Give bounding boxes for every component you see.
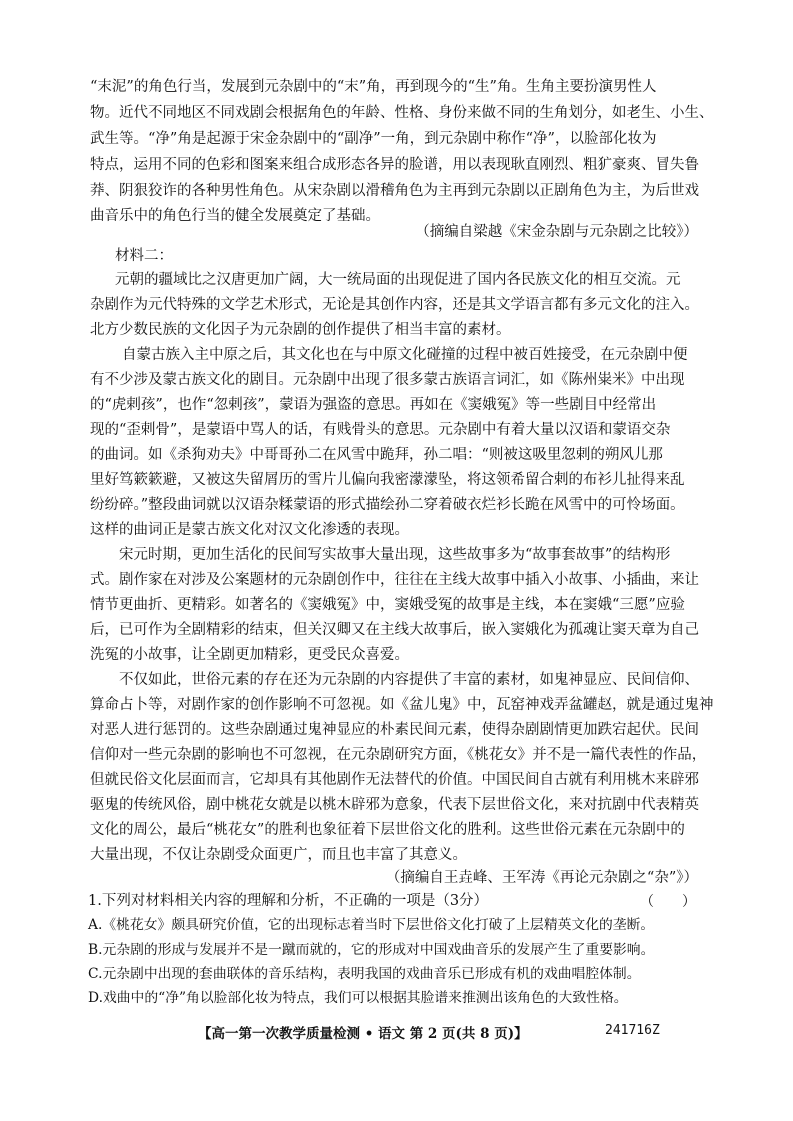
- material2-line: 式。剧作家在对涉及公案题材的元杂剧创作中，往往在主线大故事中插入小故事、小插曲，来让: [90, 572, 699, 588]
- page-footer: 【高一第一次教学质量检测 • 语文 第 2 页(共 8 页)】: [198, 1026, 528, 1042]
- material2-line: 但就民俗文化层面而言，它却具有其他剧作无法替代的价值。中国民间自古就有利用桃木来辟邪: [90, 772, 699, 788]
- material2-line: 不仅如此，世俗元素的存在还为元杂剧的内容提供了丰富的素材，如鬼神显应、民间信仰、: [119, 672, 699, 688]
- exam-code: 241716Z: [605, 1023, 660, 1038]
- material2-line: 里好笃簌簌避，又被这失留屑历的雪片儿偏向我密濛濛坠，将这领希留合剌的布衫儿扯得来乱: [90, 472, 685, 488]
- material2-line: 的“虎剌孩”，也作“忽剌孩”，蒙语为强盗的意思。再如在《窦娥冤》等一些剧目中经常出: [90, 397, 657, 413]
- material1-line: 特点，运用不同的色彩和图案来组合成形态各异的脸谱，用以表现耿直刚烈、粗犷豪爽、冒失鲁: [90, 157, 699, 173]
- material2-line: 驱鬼的传统风俗，剧中桃花女就是以桃木辟邪为意象，代表下层世俗文化，来对抗剧中代表精英: [90, 797, 699, 813]
- option-d: D.戏曲中的“净”角以脸部化妆为特点，我们可以根据其脸谱来推测出该角色的大致性格。: [88, 990, 628, 1006]
- material2-line: 信仰对一些元杂剧的影响也不可忽视，在元杂剧研究方面，《桃花女》并不是一篇代表性的作品，: [90, 747, 707, 763]
- material2-line: 北方少数民族的文化因子为元杂剧的创作提供了相当丰富的素材。: [90, 322, 511, 338]
- material2-line: 元朝的疆域比之汉唐更加广阔，大一统局面的出现促进了国内各民族文化的相互交流。元: [115, 272, 681, 288]
- material2-line: 这样的曲词正是蒙古族文化对汉文化渗透的表现。: [90, 522, 409, 538]
- material2-line: 算命占卜等，对剧作家的创作影响不可忽视。如《盆儿鬼》中，瓦窑神戏弄盆罐赵，就是通过鬼神: [90, 697, 714, 713]
- material2-line: 现的“歪剌骨”，是蒙语中骂人的话，有贱骨头的意思。元杂剧中有着大量以汉语和蒙语交杂: [90, 422, 671, 438]
- material1-line: 莽、阴狠狡诈的各种男性角色。从宋杂剧以滑稽角色为主再到元杂剧以正剧角色为主，为后世戏: [90, 183, 699, 199]
- material2-line: 自蒙古族入主中原之后，其文化也在与中原文化碰撞的过程中被百姓接受，在元杂剧中便: [122, 347, 688, 363]
- material2-line: 宋元时期，更加生活化的民间写实故事大量出现，这些故事多为“故事套故事”的结构形: [119, 547, 671, 563]
- material2-heading: 材料二：: [115, 248, 173, 264]
- material1-line: 物。近代不同地区不同戏剧会根据角色的年龄、性格、身份来做不同的生角划分，如老生、小生、: [90, 105, 714, 121]
- material1-line: “末泥”的角色行当，发展到元杂剧中的“末”角，再到现今的“生”角。生角主要扮演男性人: [90, 79, 657, 95]
- material2-line: 后，已可作为全剧精彩的结束，但关汉卿又在主线大故事后，嵌入窦娥化为孤魂让窦天章为自己: [90, 622, 699, 638]
- material1-line: 曲音乐中的角色行当的健全发展奠定了基础。: [90, 208, 380, 224]
- option-a: A.《桃花女》颇具研究价值，它的出现标志着当时下层世俗文化打破了上层精英文化的垄断。: [88, 917, 655, 933]
- material2-line: 情节更曲折、更精彩。如著名的《窦娥冤》中，窦娥受冤的故事是主线，本在窦娥“三愿”应验: [90, 597, 685, 613]
- material2-line: 洗冤的小故事，让全剧更加精彩，更受民众喜爱。: [90, 647, 409, 663]
- material2-line: 文化的周公，最后“桃花女”的胜利也象征着下层世俗文化的胜利。这些世俗元素在元杂剧中的: [90, 822, 685, 838]
- source-citation-1: （摘编自梁越《宋金杂剧与元杂剧之比较》）: [415, 224, 698, 240]
- material2-line: 对恶人进行惩罚的。这些杂剧通过鬼神显应的朴素民间元素，使得杂剧剧情更加跌宕起伏。民间: [90, 722, 699, 738]
- question-stem: 1.下列对材料相关内容的理解和分析，不正确的一项是（3分）: [88, 893, 489, 909]
- material2-line: 纷纷碎。”整段曲词就以汉语杂糅蒙语的形式描绘孙二穿着破衣烂衫长跪在风雪中的可怜场面。: [90, 497, 685, 513]
- material2-line: 有不少涉及蒙古族文化的剧目。元杂剧中出现了很多蒙古族语言词汇，如《陈州粜米》中出现: [90, 372, 685, 388]
- answer-parentheses: （ ）: [640, 894, 696, 910]
- material2-line: 杂剧作为元代特殊的文学艺术形式，无论是其创作内容，还是其文学语言都有多元文化的注入。: [90, 297, 699, 313]
- option-c: C.元杂剧中出现的套曲联体的音乐结构，表明我国的戏曲音乐已形成有机的戏曲唱腔体制。: [88, 966, 641, 982]
- option-b: B.元杂剧的形成与发展并不是一蹴而就的，它的形成对中国戏曲音乐的发展产生了重要影响。: [88, 942, 655, 958]
- material2-line: 的曲词。如《杀狗劝夫》中哥哥孙二在风雪中跪拜，孙二唱：“则被这吸里忽剌的朔风儿那: [90, 447, 663, 463]
- material2-line: 大量出现，不仅让杂剧受众面更广，而且也丰富了其意义。: [90, 847, 467, 863]
- source-citation-2: （摘编自王垚峰、王军涛《再论元杂剧之“杂”》）: [385, 870, 698, 886]
- material1-line: 武生等。“净”角是起源于宋金杂剧中的“副净”一角，到元杂剧中称作“净”，以脸部化妆为: [90, 131, 657, 147]
